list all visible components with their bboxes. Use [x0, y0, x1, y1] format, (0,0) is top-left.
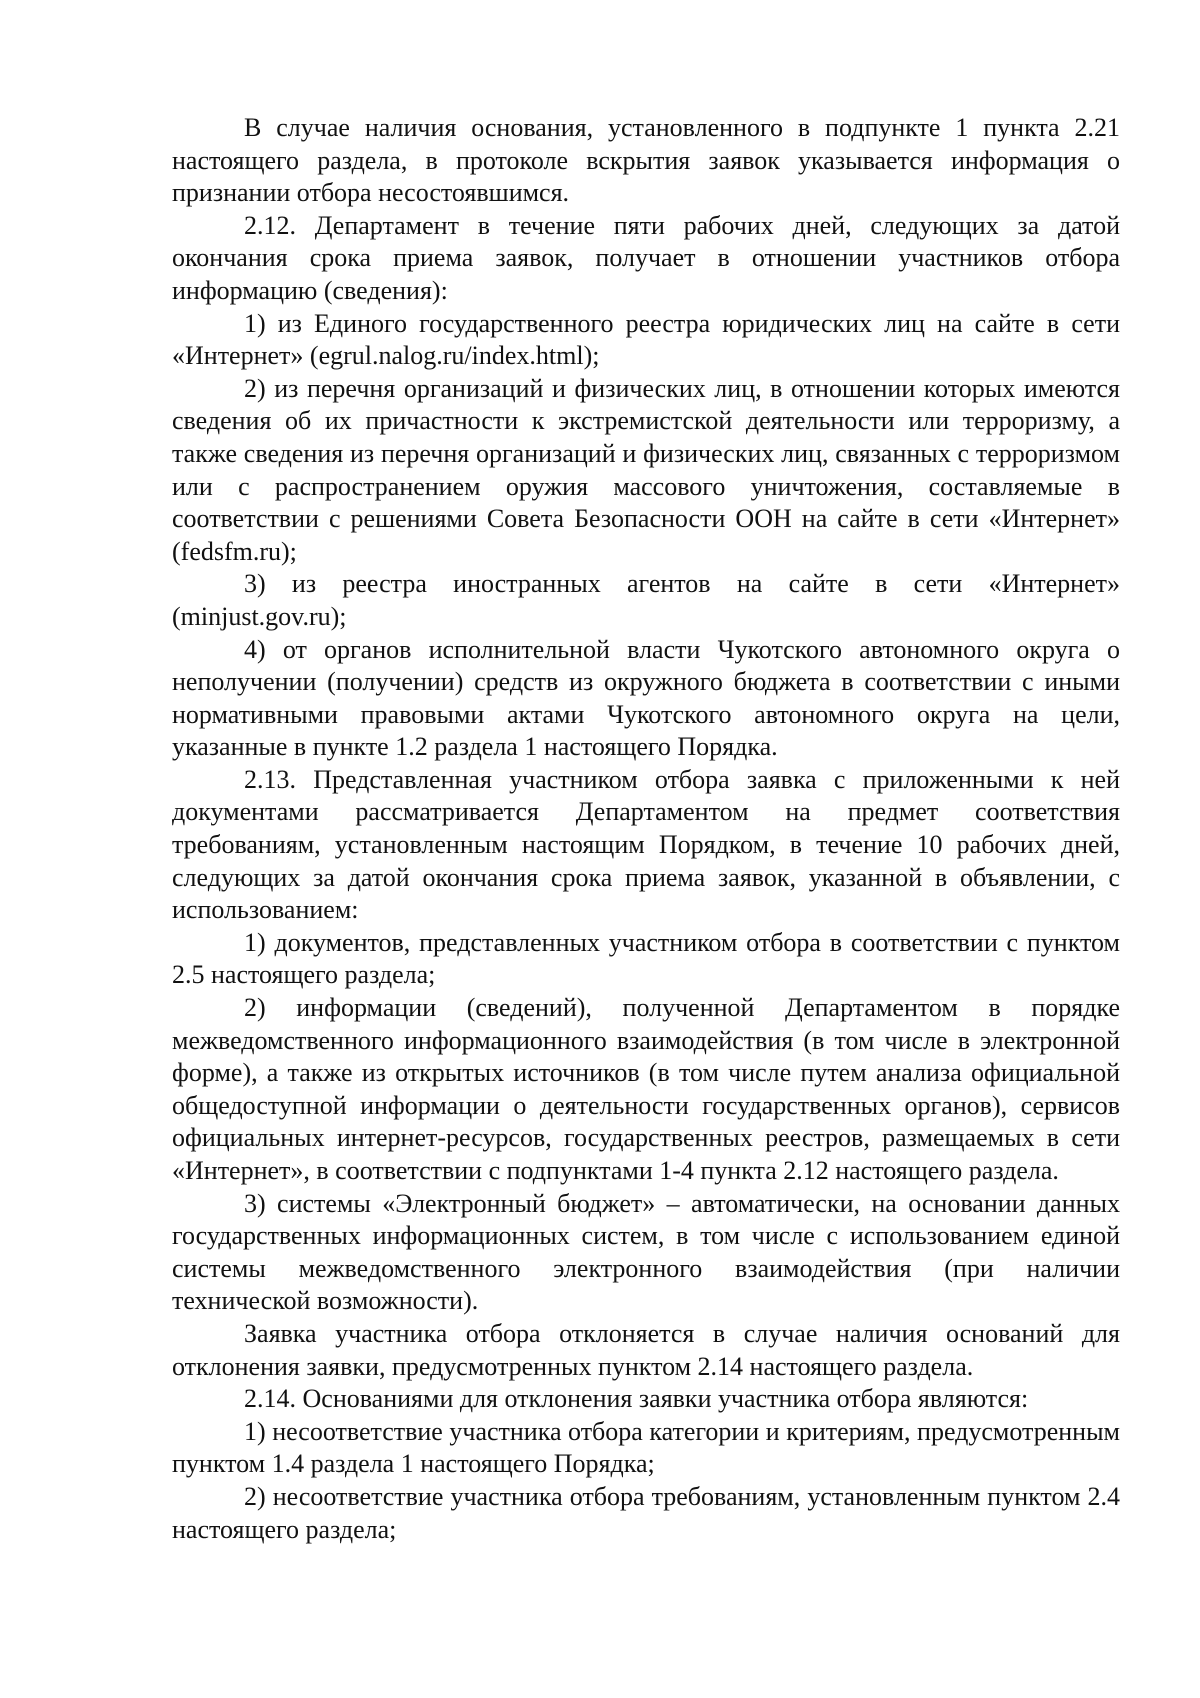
list-item-category-mismatch: 1) несоответствие участника отбора категории и критериям, предусмотренным пунктом 1.4 раздела 1 настоящего Порядка; [172, 1416, 1120, 1479]
list-item-documents: 1) документов, представленных участником отбора в соответствии с пунктом 2.5 настоящего раздела; [172, 927, 1120, 990]
list-item-electronic-budget: 3) системы «Электронный бюджет» – автоматически, на основании данных государственных информационных систем, в том числе с использованием единой системы межведомственного электронного взаимодействия (при наличии технической возможности). [172, 1188, 1120, 1316]
list-item-foreign-agents: 3) из реестра иностранных агентов на сайте в сети «Интернет» (minjust.gov.ru); [172, 569, 1120, 631]
paragraph-failed-selection: В случае наличия основания, установленного в подпункте 1 пункта 2.21 настоящего раздела, в протоколе вскрытия заявок указывается информация о признании отбора несостоявшимся. [172, 113, 1120, 208]
list-item-executive-bodies: 4) от органов исполнительной власти Чукотского автономного округа о неполучении (получении) средств из окружного бюджета в соответствии с иными нормативными правовыми актами Чукотского автономного округа на цели, указанные в пункте 1.2 раздела 1 настоящего Порядка. [172, 634, 1120, 762]
list-item-requirements-mismatch: 2) несоответствие участника отбора требованиям, установленным пунктом 2.4 настоящего раздела; [172, 1481, 1120, 1544]
paragraph-2-14: 2.14. Основаниями для отклонения заявки участника отбора являются: [244, 1384, 1029, 1414]
list-item-egrul: 1) из Единого государственного реестра юридических лиц на сайте в сети «Интернет» (egrul.nalog.ru/index.html); [172, 308, 1120, 371]
paragraph-2-13: 2.13. Представленная участником отбора заявка с приложенными к ней документами рассматривается Департаментом на предмет соответствия требованиям, установленным настоящим Порядком, в течение 10 рабочих дней, следующих за датой окончания срока приема заявок, указанной в объявлении, с использованием: [172, 764, 1120, 925]
list-item-interagency-info: 2) информации (сведений), полученной Департаментом в порядке межведомственного информационного взаимодействия (в том числе в электронной форме), а также из открытых источников (в том числе путем анализа официальной общедоступной информации о деятельности государственных органов), сервисов официальных интернет-ресурсов, государственных реестров, размещаемых в сети «Интернет», в соответствии с подпунктами 1-4 пункта 2.12 настоящего раздела. [172, 993, 1120, 1185]
document-page [172, 112, 1120, 1546]
paragraph-rejection: Заявка участника отбора отклоняется в случае наличия оснований для отклонения заявки, предусмотренных пунктом 2.14 настоящего раздела. [172, 1318, 1120, 1381]
paragraph-2-12: 2.12. Департамент в течение пяти рабочих дней, следующих за датой окончания срока приема заявок, получает в отношении участников отбора информацию (сведения): [172, 210, 1120, 305]
list-item-terrorism-list: 2) из перечня организаций и физических лиц, в отношении которых имеются сведения об их причастности к экстремистской деятельности или терроризму, а также сведения из перечня организаций и физических лиц, связанных с терроризмом или с распространением оружия массового уничтожения, составляемые в соответствии с решениями Совета Безопасности ООН на сайте в сети «Интернет» (fedsfm.ru); [172, 373, 1120, 566]
